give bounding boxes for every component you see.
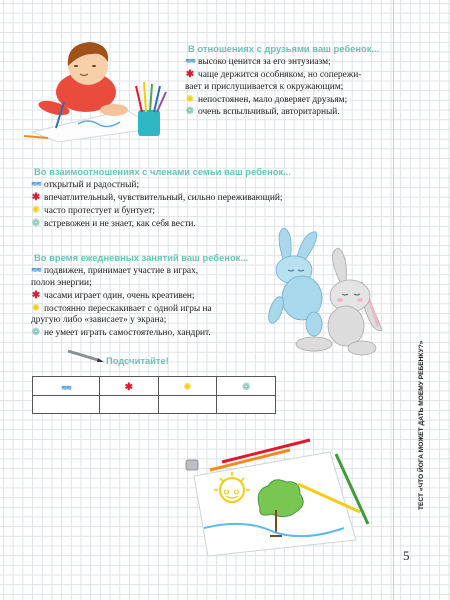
list-item: ≋≋ подвижен, принимает участие в играх,	[31, 266, 199, 277]
list-item: ✱ часами играет один, очень креативен;	[31, 289, 195, 301]
flower-icon: ❁	[185, 106, 195, 118]
list-item: полон энергии;	[31, 277, 92, 288]
star-icon: ✱	[124, 382, 134, 393]
table-cell	[33, 377, 100, 396]
sun-icon: ✺	[183, 382, 192, 393]
flower-icon: ❁	[31, 217, 41, 229]
star-icon: ✱	[31, 289, 41, 301]
table-cell	[217, 377, 276, 396]
list-item: ❁ встревожен и не знает, как себя вести.	[31, 217, 196, 229]
bunnies-illustration	[262, 226, 388, 358]
wave-icon: ≋≋	[31, 180, 41, 188]
table-row	[33, 396, 276, 414]
list-item: ✺ постоянно перескакивает с одной игры на	[31, 302, 212, 314]
family-list	[31, 179, 361, 230]
margin-divider	[393, 0, 394, 600]
flower-icon: ❁	[31, 327, 41, 339]
list-item: ❁ очень вспыльчивый, авторитарный.	[185, 106, 340, 118]
list-item: другую либо «зависает» у экрана;	[31, 315, 167, 326]
page-number: 5	[403, 548, 410, 563]
score-table	[32, 376, 276, 414]
daily-list	[31, 265, 251, 340]
daily-heading: Во время ежедневных занятий ваш ребенок...	[34, 252, 249, 263]
pencil-icon	[66, 348, 106, 364]
list-item: вает и прислушивается к окружающим;	[185, 81, 344, 92]
table-cell	[33, 396, 100, 414]
friends-list	[185, 56, 385, 119]
list-item: ≋≋ открытый и радостный;	[31, 180, 140, 191]
table-cell	[158, 396, 217, 414]
list-item: ✱ чаще держится особняком, но сопережи-	[185, 68, 362, 80]
table-cell	[158, 377, 217, 396]
star-icon: ✱	[31, 191, 41, 203]
sun-icon: ✺	[31, 302, 41, 314]
side-title: ТЕСТ «ЧТО ЙОГА МОЖЕТ ДАТЬ МОЕМУ РЕБЕНКУ?»	[418, 340, 425, 510]
child-drawing-illustration	[180, 432, 380, 560]
flower-icon: ❁	[241, 382, 251, 393]
list-item: ❁ не умеет играть самостоятельно, хандрит.	[31, 327, 211, 339]
table-cell	[100, 377, 159, 396]
table-row	[33, 377, 276, 396]
table-cell	[217, 396, 276, 414]
list-item: ✱ впечатлительный, чувствительный, сильно переживающий;	[31, 191, 283, 203]
friends-heading: В отношениях с друзьями ваш ребенок...	[188, 43, 380, 54]
wave-icon: ≋≋	[185, 57, 195, 65]
table-cell	[100, 396, 159, 414]
wave-icon: ≋≋	[31, 266, 41, 274]
list-item: ≋≋ высоко ценится за его энтузиазм;	[185, 57, 331, 68]
list-item: ✺ непостоянен, мало доверяет друзьям;	[185, 93, 348, 105]
sun-icon: ✺	[31, 204, 41, 216]
star-icon: ✱	[185, 68, 195, 80]
family-heading: Во взаимоотношениях с членами семьи ваш ребенок...	[34, 166, 291, 177]
sun-icon: ✺	[185, 93, 195, 105]
boy-drawing-illustration	[18, 36, 178, 144]
list-item: ✺ часто протестует и бунтует;	[31, 204, 155, 216]
count-heading: Подсчитайте!	[106, 355, 169, 366]
wave-icon: ≋≋	[61, 384, 71, 392]
